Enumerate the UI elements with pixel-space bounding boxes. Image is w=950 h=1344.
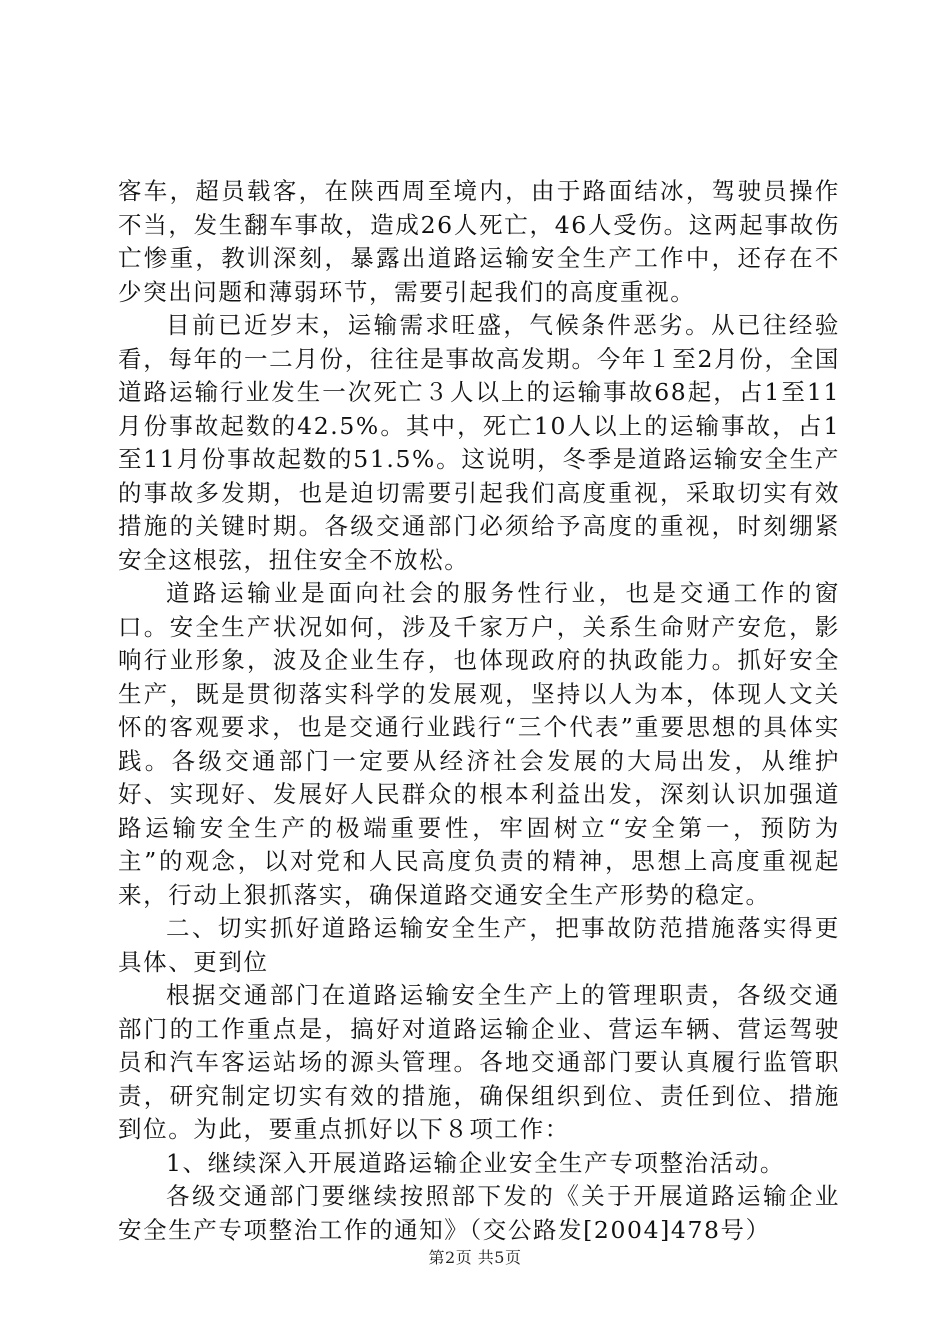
list-item-1: 1、继续深入开展道路运输企业安全生产专项整治活动。 bbox=[166, 1148, 785, 1177]
paragraph-1: 客车，超员载客，在陕西周至境内，由于路面结冰，驾驶员操作不当，发生翻车事故，造成26人死亡，46人受伤。这两起事故伤亡惨重，教训深刻，暴露出道路运输安全生产工作中，还存在不少突出问题和薄弱环节，需要引起我们的高度重视。 bbox=[118, 177, 840, 306]
page-footer: 第2页 共5页 bbox=[428, 1248, 522, 1267]
paragraph-3: 道路运输业是面向社会的服务性行业，也是交通工作的窗口。安全生产状况如何，涉及千家万户，关系生命财产安危，影响行业形象，波及企业生存，也体现政府的执政能力。抓好安全生产，既是贯彻落实科学的发展观，坚持以人为本，体现人文关怀的客观要求，也是交通行业践行“三个代表”重要思想的具体实践。各级交通部门一定要从经济社会发展的大局出发，从维护好、实现好、发展好人民群众的根本利益出发，深刻认识加强道路运输安全生产的极端重要性，牢固树立“安全第一，预防为主”的观念，以对党和人民高度负责的精神，思想上高度重视起来，行动上狠抓落实，确保道路交通安全生产形势的稳定。 bbox=[118, 579, 840, 909]
paragraph-2: 目前已近岁末，运输需求旺盛，气候条件恶劣。从已往经验看，每年的一二月份，往往是事故高发期。今年１至2月份，全国道路运输行业发生一次死亡３人以上的运输事故68起，占1至11月份事故起数的42.5%。其中，死亡10人以上的运输事故，占1至11月份事故起数的51.5%。这说明，冬季是道路运输安全生产的事故多发期，也是迫切需要引起我们高度重视，采取切实有效措施的关键时期。各级交通部门必须给予高度的重视，时刻绷紧安全这根弦，扭住安全不放松。 bbox=[118, 311, 840, 574]
section-heading-2: 二、切实抓好道路运输安全生产，把事故防范措施落实得更具体、更到位 bbox=[118, 914, 840, 976]
document-body bbox=[118, 175, 840, 1247]
paragraph-4: 根据交通部门在道路运输安全生产上的管理职责，各级交通部门的工作重点是，搞好对道路运输企业、营运车辆、营运驾驶员和汽车客运站场的源头管理。各地交通部门要认真履行监管职责，研究制定切实有效的措施，确保组织到位、责任到位、措施到位。为此，要重点抓好以下８项工作： bbox=[118, 981, 840, 1143]
paragraph-5: 各级交通部门要继续按照部下发的《关于开展道路运输企业安全生产专项整治工作的通知》（交公路发[2004]478号） bbox=[118, 1182, 840, 1244]
